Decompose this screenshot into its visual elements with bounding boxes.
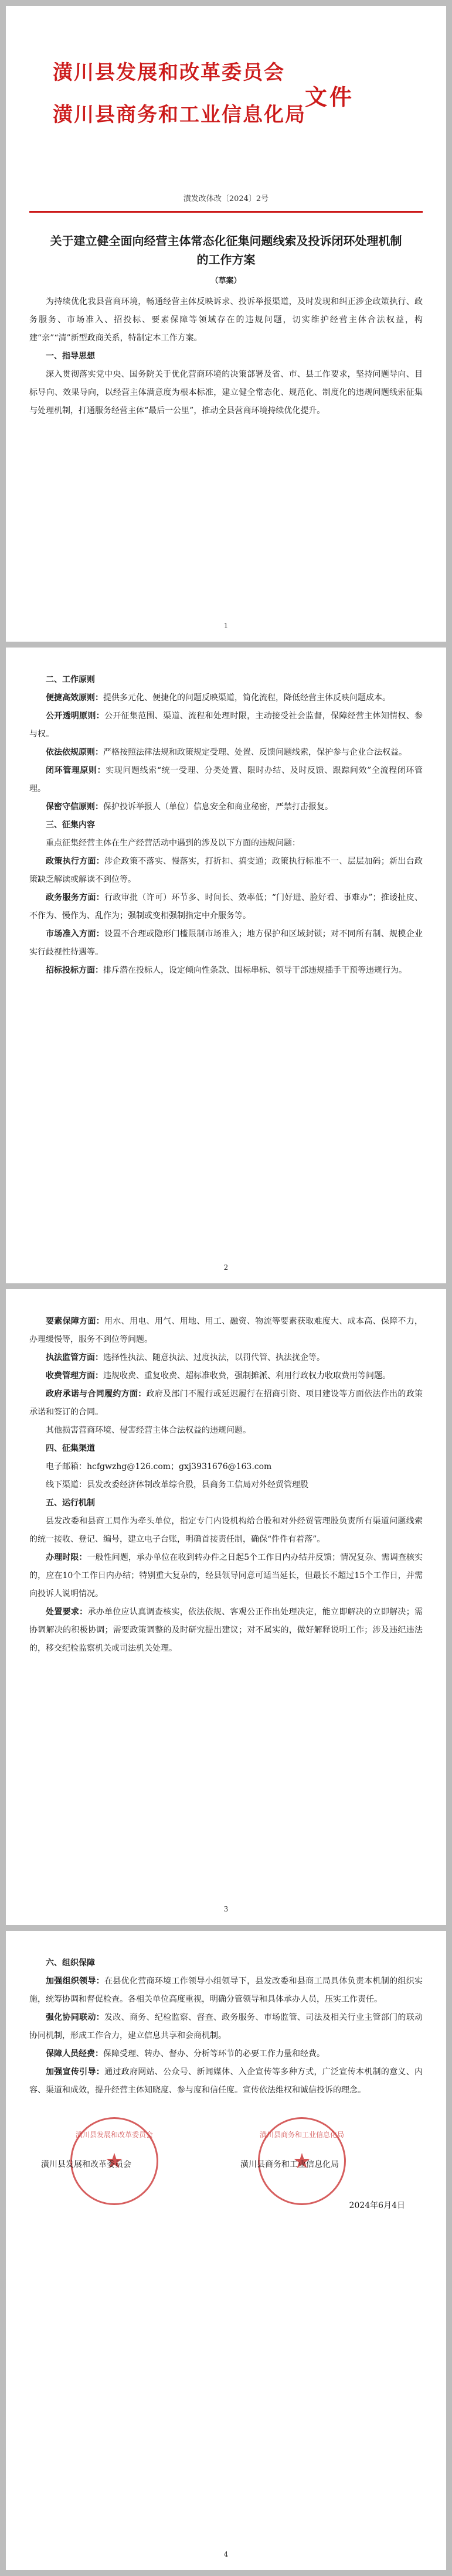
content-text: 行政审批（许可）环节多、时间长、效率低；“门好进、脸好看、事难办”；推诿扯皮、不作为、慢作为、乱作为；强制或变相强制指定中介服务等。 bbox=[29, 893, 423, 921]
document-title: 关于建立健全面向经营主体常态化征集问题线索及投诉闭环处理机制的工作方案 bbox=[50, 234, 402, 267]
guarantee-label: 加强宣传引导： bbox=[46, 2067, 105, 2077]
content-label: 招标投标方面： bbox=[46, 966, 103, 975]
principle-item bbox=[29, 744, 423, 762]
content-label: 政务服务方面： bbox=[46, 893, 105, 902]
email-channel: 电子邮箱：hcfgwzhg@126.com；gxj3931676@163.com bbox=[46, 1462, 272, 1471]
guarantee-label: 加强组织领导： bbox=[46, 1977, 105, 1986]
issuer-name-1: 潢川县发展和改革委员会 bbox=[53, 61, 285, 84]
section-3-heading: 三、征集内容 bbox=[46, 820, 95, 830]
section-2-heading: 二、工作原则 bbox=[46, 675, 95, 684]
page-2-body bbox=[29, 671, 423, 980]
content-text: 政府及部门不履行或延迟履行在招商引资、项目建设等方面依法作出的政策承诺和签订的合同。 bbox=[29, 1389, 423, 1417]
page-4-body bbox=[29, 1954, 423, 2217]
principle-item bbox=[29, 689, 423, 707]
guarantee-text: 发改、商务、纪检监察、督查、政务服务、市场监管、司法及相关行业主管部门的联动协同机制，形成工作合力，建立信息共享和会商机制。 bbox=[29, 2013, 423, 2040]
page-number: 3 bbox=[223, 1905, 229, 1913]
page-number: 4 bbox=[223, 2550, 229, 2558]
guarantee-item bbox=[29, 1972, 423, 2009]
guarantee-text: 保障受理、转办、督办、分析等环节的必要工作力量和经费。 bbox=[103, 2049, 325, 2059]
principle-label: 公开透明原则： bbox=[46, 711, 105, 721]
principle-text: 提供多元化、便捷化的问题反映渠道，简化流程，降低经营主体反映问题成本。 bbox=[103, 693, 390, 703]
content-item bbox=[29, 1385, 423, 1422]
content-item bbox=[29, 1422, 423, 1440]
content-text: 设置不合理或隐形门槛限制市场准入；地方保护和区域封锁；对不同所有制、规模企业实行歧视性待遇等。 bbox=[29, 929, 423, 957]
page-number: 1 bbox=[223, 622, 229, 630]
section-5-intro: 县发改委和县商工局作为牵头单位，指定专门内设机构给合股和对外经贸管理股负责所有渠道问题线索的统一接收、登记、编号，建立电子台账，明确首接责任制，确保“件件有着落”。 bbox=[29, 1517, 423, 1544]
content-item bbox=[29, 889, 423, 925]
signatory-2: 潢川县商务和工业信息化局 bbox=[240, 2160, 339, 2169]
content-label: 政府承诺与合同履约方面： bbox=[46, 1389, 147, 1399]
content-item bbox=[29, 925, 423, 962]
content-label: 政策执行方面： bbox=[46, 857, 105, 866]
page-3-body bbox=[29, 1313, 423, 1658]
content-text: 排斥潜在投标人，设定倾向性条款、围标串标、领导干部违规插手干预等违规行为。 bbox=[103, 966, 407, 975]
content-label: 收费管理方面： bbox=[46, 1371, 103, 1381]
guarantee-item bbox=[29, 2063, 423, 2100]
mechanism-label: 办理时限： bbox=[46, 1553, 87, 1562]
red-divider bbox=[29, 211, 423, 213]
intro-paragraph: 为持续优化我县营商环境，畅通经营主体反映诉求、投诉举报渠道，及时发现和纠正涉企政策执行、政务服务、市场准入、招投标、要素保障等领域存在的违规问题，切实维护经营主体合法权益，构建“亲”“清”新型政商关系，特制定本工作方案。 bbox=[29, 297, 423, 343]
page-1-body bbox=[29, 293, 423, 420]
principle-item bbox=[29, 707, 423, 744]
document-type: 文件 bbox=[305, 84, 355, 110]
principle-text: 严格按照法律法规和政策规定受理、处置、反馈问题线索，保护参与企业合法权益。 bbox=[103, 748, 407, 757]
seal-text-2: 潢川县商务和工业信息化局 bbox=[260, 2131, 345, 2139]
section-3-intro: 重点征集经营主体在生产经营活动中遇到的涉及以下方面的违规问题： bbox=[46, 839, 300, 848]
content-text: 涉企政策不落实、慢落实，打折扣、搞变通；政策执行标准不一、层层加码；新出台政策缺乏解读或解读不到位等。 bbox=[29, 857, 423, 884]
mechanism-label: 处置要求： bbox=[46, 1607, 88, 1617]
offline-channel: 线下渠道：县发改委经济体制改革综合股，县商务工信局对外经贸管理股 bbox=[46, 1480, 308, 1490]
principle-label: 闭环管理原则： bbox=[46, 766, 106, 775]
page-number: 2 bbox=[223, 1263, 229, 1272]
principle-label: 便捷高效原则： bbox=[46, 693, 103, 703]
issue-date: 2024年6月4日 bbox=[349, 2201, 405, 2210]
content-label: 执法监管方面： bbox=[46, 1353, 103, 1362]
section-4-heading: 四、征集渠道 bbox=[46, 1444, 95, 1453]
principle-label: 保密守信原则： bbox=[46, 802, 103, 812]
mechanism-text: 承办单位应认真调查核实，依法依规、客观公正作出处理决定，能立即解决的立即解决；需协调解决的积极协调；需要政策调整的及时研究提出建议；对不属实的，做好解释说明工作；涉及违纪违法的，移交纪检监察机关或司法机关处理。 bbox=[29, 1607, 423, 1653]
section-1-heading: 一、指导思想 bbox=[46, 352, 95, 361]
mechanism-item bbox=[29, 1603, 423, 1658]
content-label: 市场准入方面： bbox=[46, 929, 105, 939]
content-item bbox=[29, 962, 423, 980]
issuer-name-2: 潢川县商务和工业信息化局 bbox=[53, 103, 306, 127]
page-2 bbox=[6, 648, 446, 1283]
guarantee-label: 保障人员经费： bbox=[46, 2049, 103, 2059]
content-text: 用水、用电、用气、用地、用工、融资、物流等要素获取难度大、成本高、保障不力，办理缓慢等，服务不到位等问题。 bbox=[29, 1317, 423, 1344]
document-subtitle: （草案） bbox=[210, 277, 242, 285]
principle-text: 公开征集范围、渠道、流程和处理时限，主动接受社会监督，保障经营主体知情权、参与权。 bbox=[29, 711, 423, 739]
content-text: 其他损害营商环境、侵害经营主体合法权益的违规问题。 bbox=[46, 1426, 251, 1435]
section-6-heading: 六、组织保障 bbox=[46, 1958, 95, 1968]
guarantee-label: 强化协同联动： bbox=[46, 2013, 105, 2022]
document-number: 潢发改体改〔2024〕2号 bbox=[183, 195, 269, 203]
page-3 bbox=[6, 1289, 446, 1925]
content-item bbox=[29, 853, 423, 889]
content-item bbox=[29, 1367, 423, 1385]
guarantee-text: 在县优化营商环境工作领导小组领导下，县发改委和县商工局具体负责本机制的组织实施，统筹协调和督促检查。各相关单位高度重视，明确分管领导和具体承办人员，压实工作责任。 bbox=[29, 1977, 423, 2004]
page-4 bbox=[6, 1931, 446, 2570]
principle-label: 依法依规原则： bbox=[46, 748, 103, 757]
guarantee-item bbox=[29, 2009, 423, 2045]
content-label: 要素保障方面： bbox=[46, 1317, 105, 1326]
section-1-text: 深入贯彻落实党中央、国务院关于优化营商环境的决策部署及省、市、县工作要求，坚持问题导向、目标导向、效果导向，以经营主体满意度为根本标准，建立健全常态化、规范化、制度化的违规问题线索征集与处理机制，打通服务经营主体“最后一公里”，推动全县营商环境持续优化提升。 bbox=[29, 370, 423, 415]
principle-item bbox=[29, 798, 423, 816]
principle-text: 保护投诉举报人（单位）信息安全和商业秘密，严禁打击报复。 bbox=[103, 802, 333, 812]
principle-text: 实现问题线索“统一受理、分类处置、限时办结、及时反馈、跟踪问效”全流程闭环管理。 bbox=[29, 766, 423, 793]
document-header bbox=[53, 47, 405, 164]
guarantee-item bbox=[29, 2045, 423, 2063]
mechanism-text: 一般性问题，承办单位在收到转办件之日起5个工作日内办结并反馈；情况复杂、需调查核实的，应在10个工作日内办结；特别重大复杂的，经县领导同意可适当延长，但最长不超过15个工作日，并需向投诉人说明情况。 bbox=[29, 1553, 423, 1599]
seal-text-1: 潢川县发展和改革委员会 bbox=[75, 2131, 153, 2139]
principle-item bbox=[29, 762, 423, 798]
page-1 bbox=[6, 6, 446, 642]
section-5-heading: 五、运行机制 bbox=[46, 1498, 95, 1508]
signature-block bbox=[29, 2117, 423, 2217]
mechanism-item bbox=[29, 1549, 423, 1603]
content-item bbox=[29, 1313, 423, 1349]
content-text: 违规收费、重复收费、超标准收费，强制摊派、利用行政权力收取费用等问题。 bbox=[103, 1371, 390, 1381]
content-text: 选择性执法、随意执法、过度执法，以罚代管、执法扰企等。 bbox=[103, 1353, 325, 1362]
guarantee-text: 通过政府网站、公众号、新闻媒体、入企宣传等多种方式，广泛宣传本机制的意义、内容、渠道和成效，提升经营主体知晓度、参与度和信任度。宣传依法维权和诚信投诉的理念。 bbox=[29, 2067, 423, 2095]
content-item bbox=[29, 1349, 423, 1367]
signatory-1: 潢川县发展和改革委员会 bbox=[41, 2160, 131, 2169]
